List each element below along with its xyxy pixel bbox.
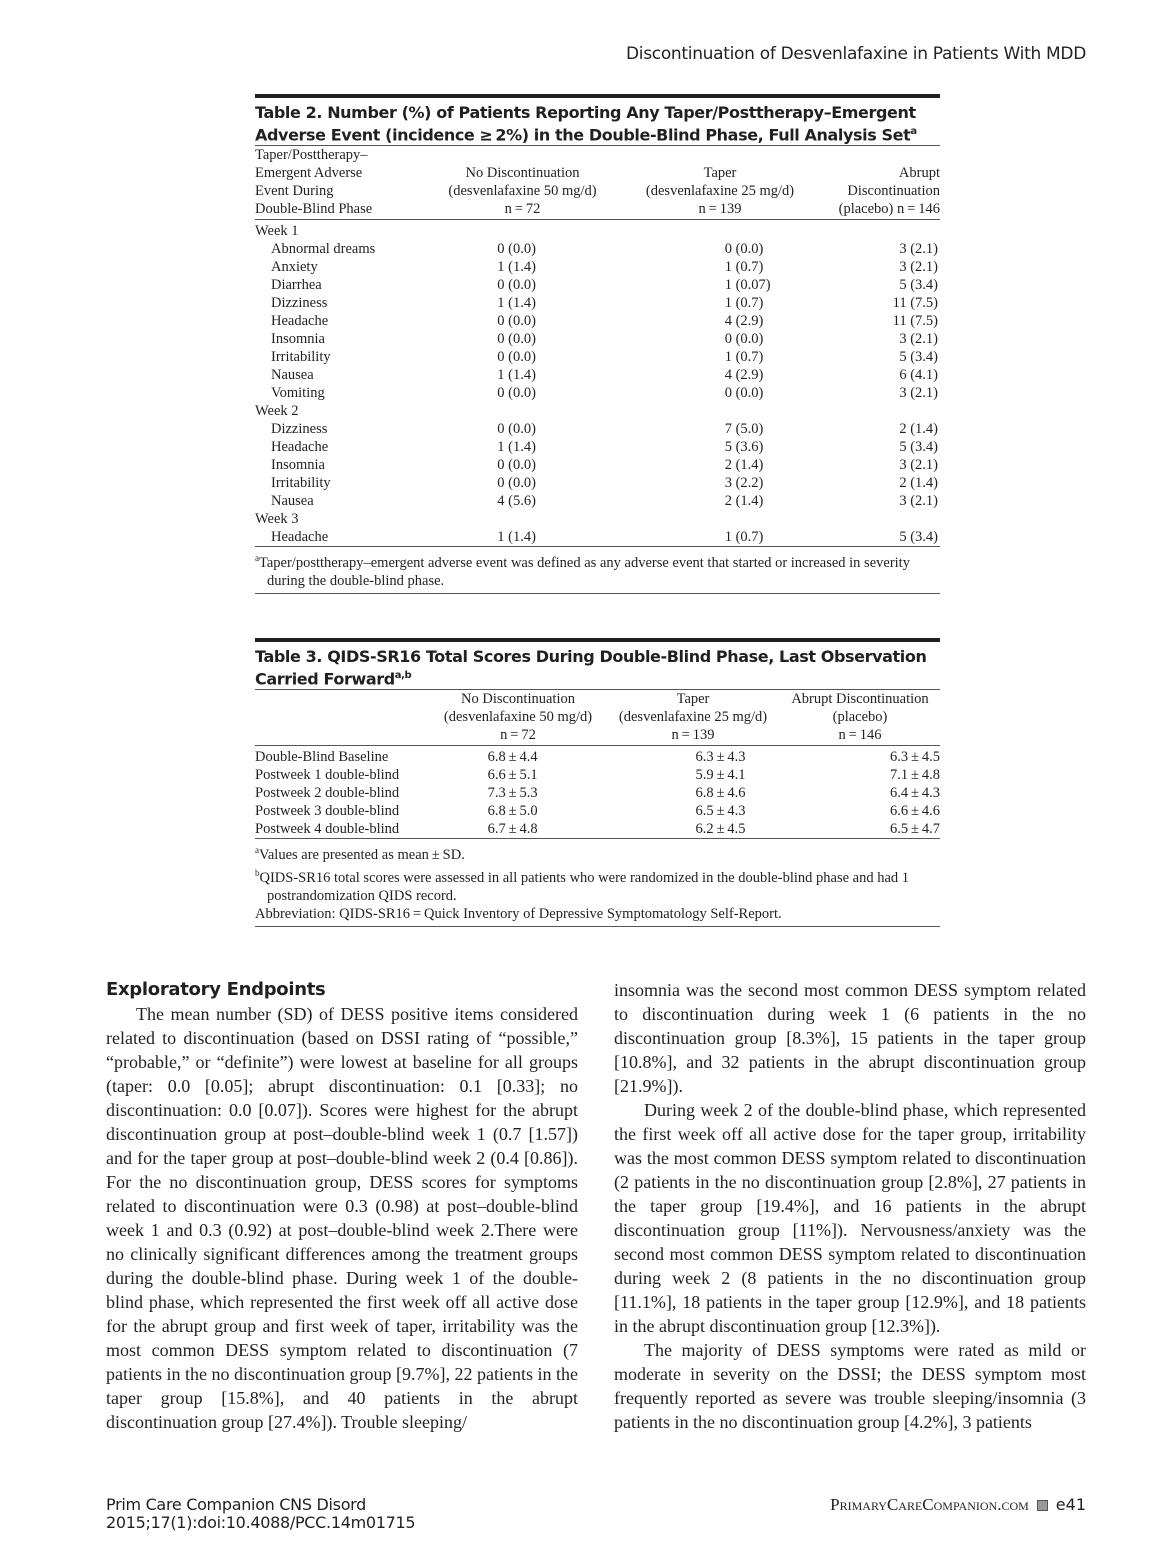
footnote xyxy=(255,841,940,864)
event-name: Anxiety xyxy=(271,259,318,276)
abrupt-value: 6.3 ± 4.5 xyxy=(889,749,940,766)
footer-citation xyxy=(106,1496,415,1532)
journal-name: Prim Care Companion CNS Disord xyxy=(106,1495,367,1514)
column-header: (desvenlafaxine 25 mg/d) xyxy=(645,183,795,200)
square-bullet-icon xyxy=(1037,1500,1048,1511)
column-header-empty xyxy=(255,726,430,745)
header-row xyxy=(255,164,940,182)
footnote-mark: a xyxy=(255,553,259,564)
column-header: n = 139 xyxy=(671,727,715,744)
event-name: Irritability xyxy=(271,475,331,492)
row-label: Postweek 2 double-blind xyxy=(255,785,400,802)
taper-value: 6.3 ± 4.3 xyxy=(695,749,746,766)
column-header: Emergent Adverse xyxy=(255,165,363,182)
table-row xyxy=(255,802,940,820)
no-disc-value: 0 (0.0) xyxy=(497,241,536,258)
taper-value: 1 (0.7) xyxy=(724,349,764,366)
event-name: Dizziness xyxy=(271,421,328,438)
taper-value: 7 (5.0) xyxy=(724,421,764,438)
footnote-mark: b xyxy=(255,868,260,879)
header-row xyxy=(255,726,940,745)
taper-value: 6.5 ± 4.3 xyxy=(695,803,746,820)
body-paragraph: The majority of DESS symptoms were rated as mild or moderate in severity on the DSSI; the DESS symptom most frequently reported as severe was trouble sleeping/insomnia (3 patients in the no discontinuation group [4.2%], 3 patients xyxy=(614,1340,1086,1432)
abrupt-value: 3 (2.1) xyxy=(899,331,938,348)
group-row xyxy=(255,220,940,240)
column-header: Abrupt Discontinuation xyxy=(791,691,929,708)
taper-value: 6.2 ± 4.5 xyxy=(695,821,746,838)
column-header: No Discontinuation xyxy=(465,165,580,182)
table-2-title: Table 2. Number (%) of Patients Reporting Any Taper/Posttherapy–Emergent Adverse Event (incidence ≥ 2%) in the Double-Blind Phase, Full Analysis Set$^a$ xyxy=(255,103,917,145)
doi-citation: 2015;17(1):doi:10.4088/PCC.14m01715 xyxy=(106,1513,416,1532)
no-disc-value: 6.8 ± 4.4 xyxy=(487,749,538,766)
header-row xyxy=(255,200,940,219)
taper-value: 1 (0.7) xyxy=(724,529,764,546)
column-header: No Discontinuation xyxy=(461,691,575,708)
abrupt-value: 5 (3.4) xyxy=(899,349,938,366)
body-column-left xyxy=(106,978,578,1434)
abrupt-value: 6.4 ± 4.3 xyxy=(889,785,940,802)
table-row xyxy=(255,456,940,474)
column-header: (placebo) xyxy=(832,709,888,726)
table-row xyxy=(255,258,940,276)
abrupt-value: 11 (7.5) xyxy=(892,295,938,312)
column-header: n = 72 xyxy=(504,201,541,218)
column-header: Taper/Posttherapy– xyxy=(255,147,368,164)
event-name: Abnormal dreams xyxy=(271,241,376,258)
body-paragraph: The mean number (SD) of DESS positive items considered related to discontinuation (based on DSSI rating of “possible,” “probable,” or “definite”) were lowest at baseline for all groups (taper: 0.0 [0.05]; abrupt discontinuation: 0.1 [0.33]; no discontinuation: 0.0 [0.07]). Scores were highest for the abrupt discontinuation group at post–double-blind week 1 (0.7 [1.57]) and for the taper group at post–double-blind week 2 (0.4 [0.86]). For the no discontinuation group, DESS scores for symptoms related to discontinuation were 0.3 (0.98) at post–double-blind week 1 and 0.3 (0.92) at post–double-blind week 2.There were no clinically significant differences among the treatment groups during the double-blind phase. During week 1 of the double-blind phase, which represented the first week off all active dose for the abrupt group and first week of taper, irritability was the most common DESS symptom related to discontinuation (7 patients in the no discontinuation group [9.7%], 22 patients in the taper group [15.8%], and 40 patients in the abrupt discontinuation group [27.4%]). Trouble sleeping/ xyxy=(106,1004,578,1432)
table-3-grid xyxy=(255,690,940,745)
column-header xyxy=(620,146,820,164)
table-3-body xyxy=(255,746,940,838)
no-disc-value: 1 (1.4) xyxy=(497,259,536,276)
header-row xyxy=(255,146,940,164)
no-disc-value: 0 (0.0) xyxy=(497,277,536,294)
table-row xyxy=(255,348,940,366)
column-header: (desvenlafaxine 50 mg/d) xyxy=(448,183,597,200)
abrupt-value: 2 (1.4) xyxy=(899,475,938,492)
header-row xyxy=(255,708,940,726)
abrupt-value: 5 (3.4) xyxy=(899,277,938,294)
body-paragraph: During week 2 of the double-blind phase, which represented the first week off all active dose for the taper group, irritability was the most common DESS symptom related to discontinuation (2 patients in the no discontinuation group [2.8%], 27 patients in the taper group [19.4%], and 16 patients in the abrupt discontinuation group [11%]). Nervousness/anxiety was the second most common DESS symptom related to discontinuation during week 2 (8 patients in the no discontinuation group [11.1%], 18 patients in the taper group [12.9%], and 18 patients in the abrupt discontinuation group [12.3%]). xyxy=(614,1100,1086,1336)
table-rule xyxy=(255,926,940,927)
taper-value: 4 (2.9) xyxy=(724,313,764,330)
no-disc-value: 7.3 ± 5.3 xyxy=(487,785,538,802)
column-header: n = 72 xyxy=(500,727,536,744)
running-head: Discontinuation of Desvenlafaxine in Patients With MDD xyxy=(626,44,1086,64)
event-name: Headache xyxy=(271,439,329,456)
taper-value: 1 (0.7) xyxy=(724,259,764,276)
event-name: Vomiting xyxy=(271,385,325,402)
abrupt-value: 6.5 ± 4.7 xyxy=(889,821,940,838)
table-row xyxy=(255,784,940,802)
no-disc-value: 0 (0.0) xyxy=(497,349,536,366)
abrupt-value: 3 (2.1) xyxy=(899,241,938,258)
footnote-text: QIDS-SR16 total scores were assessed in all patients who were randomized in the double-blind phase and had 1 postrandomization QIDS record. xyxy=(259,869,910,904)
abrupt-value: 6.6 ± 4.6 xyxy=(889,803,940,820)
group-label: Week 2 xyxy=(255,403,299,420)
column-header-empty xyxy=(255,690,430,708)
section-heading: Exploratory Endpoints xyxy=(106,979,326,1000)
no-disc-value: 1 (1.4) xyxy=(497,439,536,456)
taper-value: 2 (1.4) xyxy=(724,457,764,474)
table-row xyxy=(255,746,940,766)
event-name: Nausea xyxy=(271,493,314,510)
header-row xyxy=(255,690,940,708)
column-header: Double-Blind Phase xyxy=(255,201,373,218)
column-header xyxy=(820,146,940,164)
no-disc-value: 6.8 ± 5.0 xyxy=(487,803,538,820)
table-row xyxy=(255,438,940,456)
table-row xyxy=(255,366,940,384)
column-header: n = 146 xyxy=(838,727,882,744)
body-column-right xyxy=(614,978,1086,1434)
row-label: Double-Blind Baseline xyxy=(255,749,389,766)
footnote xyxy=(255,549,940,590)
table-row xyxy=(255,312,940,330)
table-row xyxy=(255,420,940,438)
table-rule xyxy=(255,593,940,594)
event-name: Headache xyxy=(271,313,329,330)
body-paragraph: insomnia was the second most common DESS symptom related to discontinuation during week 1 (6 patients in the no discontinuation group [8.3%], 15 patients in the taper group [10.8%], and 32 patients in the abrupt discontinuation group [21.9%]). xyxy=(614,980,1086,1096)
column-header xyxy=(425,146,620,164)
table-row xyxy=(255,330,940,348)
group-row xyxy=(255,510,940,528)
row-label: Postweek 4 double-blind xyxy=(255,821,400,838)
table-row xyxy=(255,474,940,492)
table-row xyxy=(255,240,940,258)
taper-value: 1 (0.07) xyxy=(724,277,771,294)
footnote-text: Values are presented as mean ± SD. xyxy=(259,847,465,864)
taper-value: 0 (0.0) xyxy=(724,331,764,348)
table-3 xyxy=(255,638,940,927)
abrupt-value: 7.1 ± 4.8 xyxy=(889,767,940,784)
abrupt-value: 5 (3.4) xyxy=(899,529,938,546)
no-disc-value: 0 (0.0) xyxy=(497,457,536,474)
table-2-footnotes xyxy=(255,547,940,593)
table-3-title: Table 3. QIDS-SR16 Total Scores During Double-Blind Phase, Last Observation Carried Forward$^{a,b}$ xyxy=(255,647,927,689)
event-name: Diarrhea xyxy=(271,277,322,294)
no-disc-value: 6.7 ± 4.8 xyxy=(487,821,538,838)
event-name: Headache xyxy=(271,529,329,546)
no-disc-value: 0 (0.0) xyxy=(497,385,536,402)
column-header: (desvenlafaxine 50 mg/d) xyxy=(443,709,593,726)
abrupt-value: 6 (4.1) xyxy=(899,367,938,384)
group-label: Week 3 xyxy=(255,511,299,528)
column-header-empty xyxy=(255,708,430,726)
taper-value: 5.9 ± 4.1 xyxy=(695,767,746,784)
footnote xyxy=(255,864,940,905)
abrupt-value: 5 (3.4) xyxy=(899,439,938,456)
taper-value: 6.8 ± 4.6 xyxy=(695,785,746,802)
no-disc-value: 0 (0.0) xyxy=(497,313,536,330)
no-disc-value: 4 (5.6) xyxy=(497,493,536,510)
event-name: Insomnia xyxy=(271,331,325,348)
table-row xyxy=(255,820,940,838)
table-row xyxy=(255,528,940,546)
table-2 xyxy=(255,94,940,594)
no-disc-value: 1 (1.4) xyxy=(497,295,536,312)
footer-right xyxy=(830,1496,1086,1514)
table-3-footnotes xyxy=(255,839,940,926)
abrupt-value: 3 (2.1) xyxy=(899,385,938,402)
taper-value: 3 (2.2) xyxy=(724,475,764,492)
no-disc-value: 0 (0.0) xyxy=(497,331,536,348)
abrupt-value: 11 (7.5) xyxy=(892,313,938,330)
taper-value: 5 (3.6) xyxy=(724,439,764,456)
taper-value: 1 (0.7) xyxy=(724,295,764,312)
abrupt-value: 2 (1.4) xyxy=(899,421,938,438)
abrupt-value: 3 (2.1) xyxy=(899,259,938,276)
header-row xyxy=(255,182,940,200)
taper-value: 4 (2.9) xyxy=(724,367,764,384)
no-disc-value: 1 (1.4) xyxy=(497,367,536,384)
no-disc-value: 1 (1.4) xyxy=(497,529,536,546)
no-disc-value: 6.6 ± 5.1 xyxy=(487,767,538,784)
no-disc-value: 0 (0.0) xyxy=(497,475,536,492)
group-label: Week 1 xyxy=(255,223,299,240)
row-label: Postweek 1 double-blind xyxy=(255,767,400,784)
column-header: Discontinuation xyxy=(847,183,940,200)
footnote-text: Taper/posttherapy–emergent adverse event was defined as any adverse event that started or increased in severity during the double-blind phase. xyxy=(259,555,910,590)
column-header: Taper xyxy=(703,165,737,182)
table-row xyxy=(255,276,940,294)
table-row xyxy=(255,492,940,510)
group-row xyxy=(255,402,940,420)
abrupt-value: 3 (2.1) xyxy=(899,457,938,474)
event-name: Dizziness xyxy=(271,295,328,312)
table-row xyxy=(255,766,940,784)
abrupt-value: 3 (2.1) xyxy=(899,493,938,510)
footnote-mark: a xyxy=(255,845,259,856)
column-header: n = 139 xyxy=(698,201,742,218)
event-name: Insomnia xyxy=(271,457,325,474)
website-link[interactable]: PrimaryCareCompanion.com xyxy=(830,1495,1029,1514)
event-name: Irritability xyxy=(271,349,331,366)
footnote xyxy=(255,905,940,923)
taper-value: 2 (1.4) xyxy=(724,493,764,510)
footnote-text: Abbreviation: QIDS-SR16 = Quick Inventory of Depressive Symptomatology Self-Report. xyxy=(255,905,782,922)
column-header: (desvenlafaxine 25 mg/d) xyxy=(618,709,768,726)
row-label: Postweek 3 double-blind xyxy=(255,803,400,820)
taper-value: 0 (0.0) xyxy=(724,241,764,258)
column-header: Event During xyxy=(255,183,334,200)
table-row xyxy=(255,294,940,312)
column-header: (placebo) n = 146 xyxy=(838,201,940,218)
page-number: e41 xyxy=(1055,1495,1086,1514)
column-header: Taper xyxy=(676,691,710,708)
event-name: Nausea xyxy=(271,367,314,384)
column-header: Abrupt xyxy=(898,165,940,182)
table-2-body xyxy=(255,220,940,546)
table-2-grid xyxy=(255,146,940,219)
taper-value: 0 (0.0) xyxy=(724,385,764,402)
no-disc-value: 0 (0.0) xyxy=(497,421,536,438)
table-row xyxy=(255,384,940,402)
